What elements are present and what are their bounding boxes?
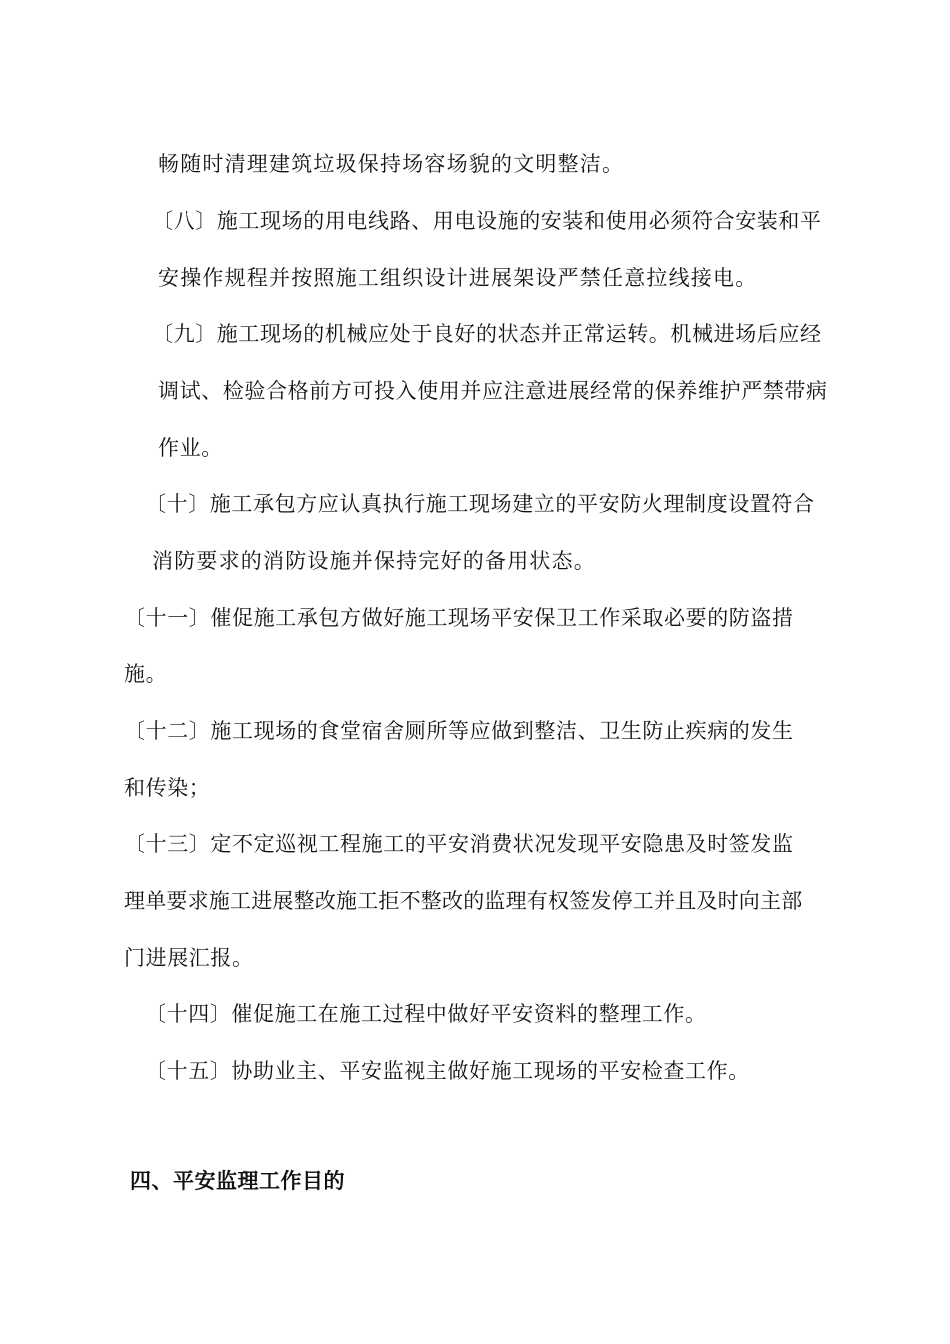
- paragraph-line: 〔九〕施工现场的机械应处于良好的状态并正常运转。机械进场后应经: [152, 322, 822, 346]
- paragraph-line: 〔十三〕定不定巡视工程施工的平安消费状况发现平安隐患及时签发监: [124, 832, 794, 856]
- paragraph-line: 〔十二〕施工现场的食堂宿舍厕所等应做到整洁、卫生防止疾病的发生: [124, 719, 794, 743]
- paragraph-line: 理单要求施工进展整改施工拒不整改的监理有权签发停工并且及时向主部: [124, 889, 803, 913]
- paragraph-line: 门进展汇报。: [124, 946, 254, 970]
- paragraph-line: 安操作规程并按照施工组织设计进展架设严禁任意拉线接电。: [158, 266, 758, 290]
- paragraph-line: 消防要求的消防设施并保持完好的备用状态。: [152, 549, 596, 573]
- paragraph-line: 畅随时清理建筑垃圾保持场容场貌的文明整洁。: [158, 152, 625, 176]
- paragraph-line: 〔八〕施工现场的用电线路、用电设施的安装和使用必须符合安装和平: [152, 209, 822, 233]
- paragraph-line: 施。: [124, 662, 168, 686]
- paragraph-line: 〔十一〕催促施工承包方做好施工现场平安保卫工作采取必要的防盗措: [124, 606, 794, 630]
- paragraph-line: 〔十五〕协助业主、平安监视主做好施工现场的平安检查工作。: [145, 1059, 750, 1083]
- paragraph-line: 〔十〕施工承包方应认真执行施工现场建立的平安防火理制度设置符合: [145, 492, 815, 516]
- paragraph-line: 作业。: [158, 436, 223, 460]
- paragraph-line: 和传染；: [124, 776, 211, 800]
- paragraph-line: 〔十四〕催促施工在施工过程中做好平安资料的整理工作。: [145, 1002, 707, 1026]
- section-heading: 四、平安监理工作目的: [130, 1169, 345, 1193]
- paragraph-line: 调试、检验合格前方可投入使用并应注意进展经常的保养维护严禁带病: [158, 379, 828, 403]
